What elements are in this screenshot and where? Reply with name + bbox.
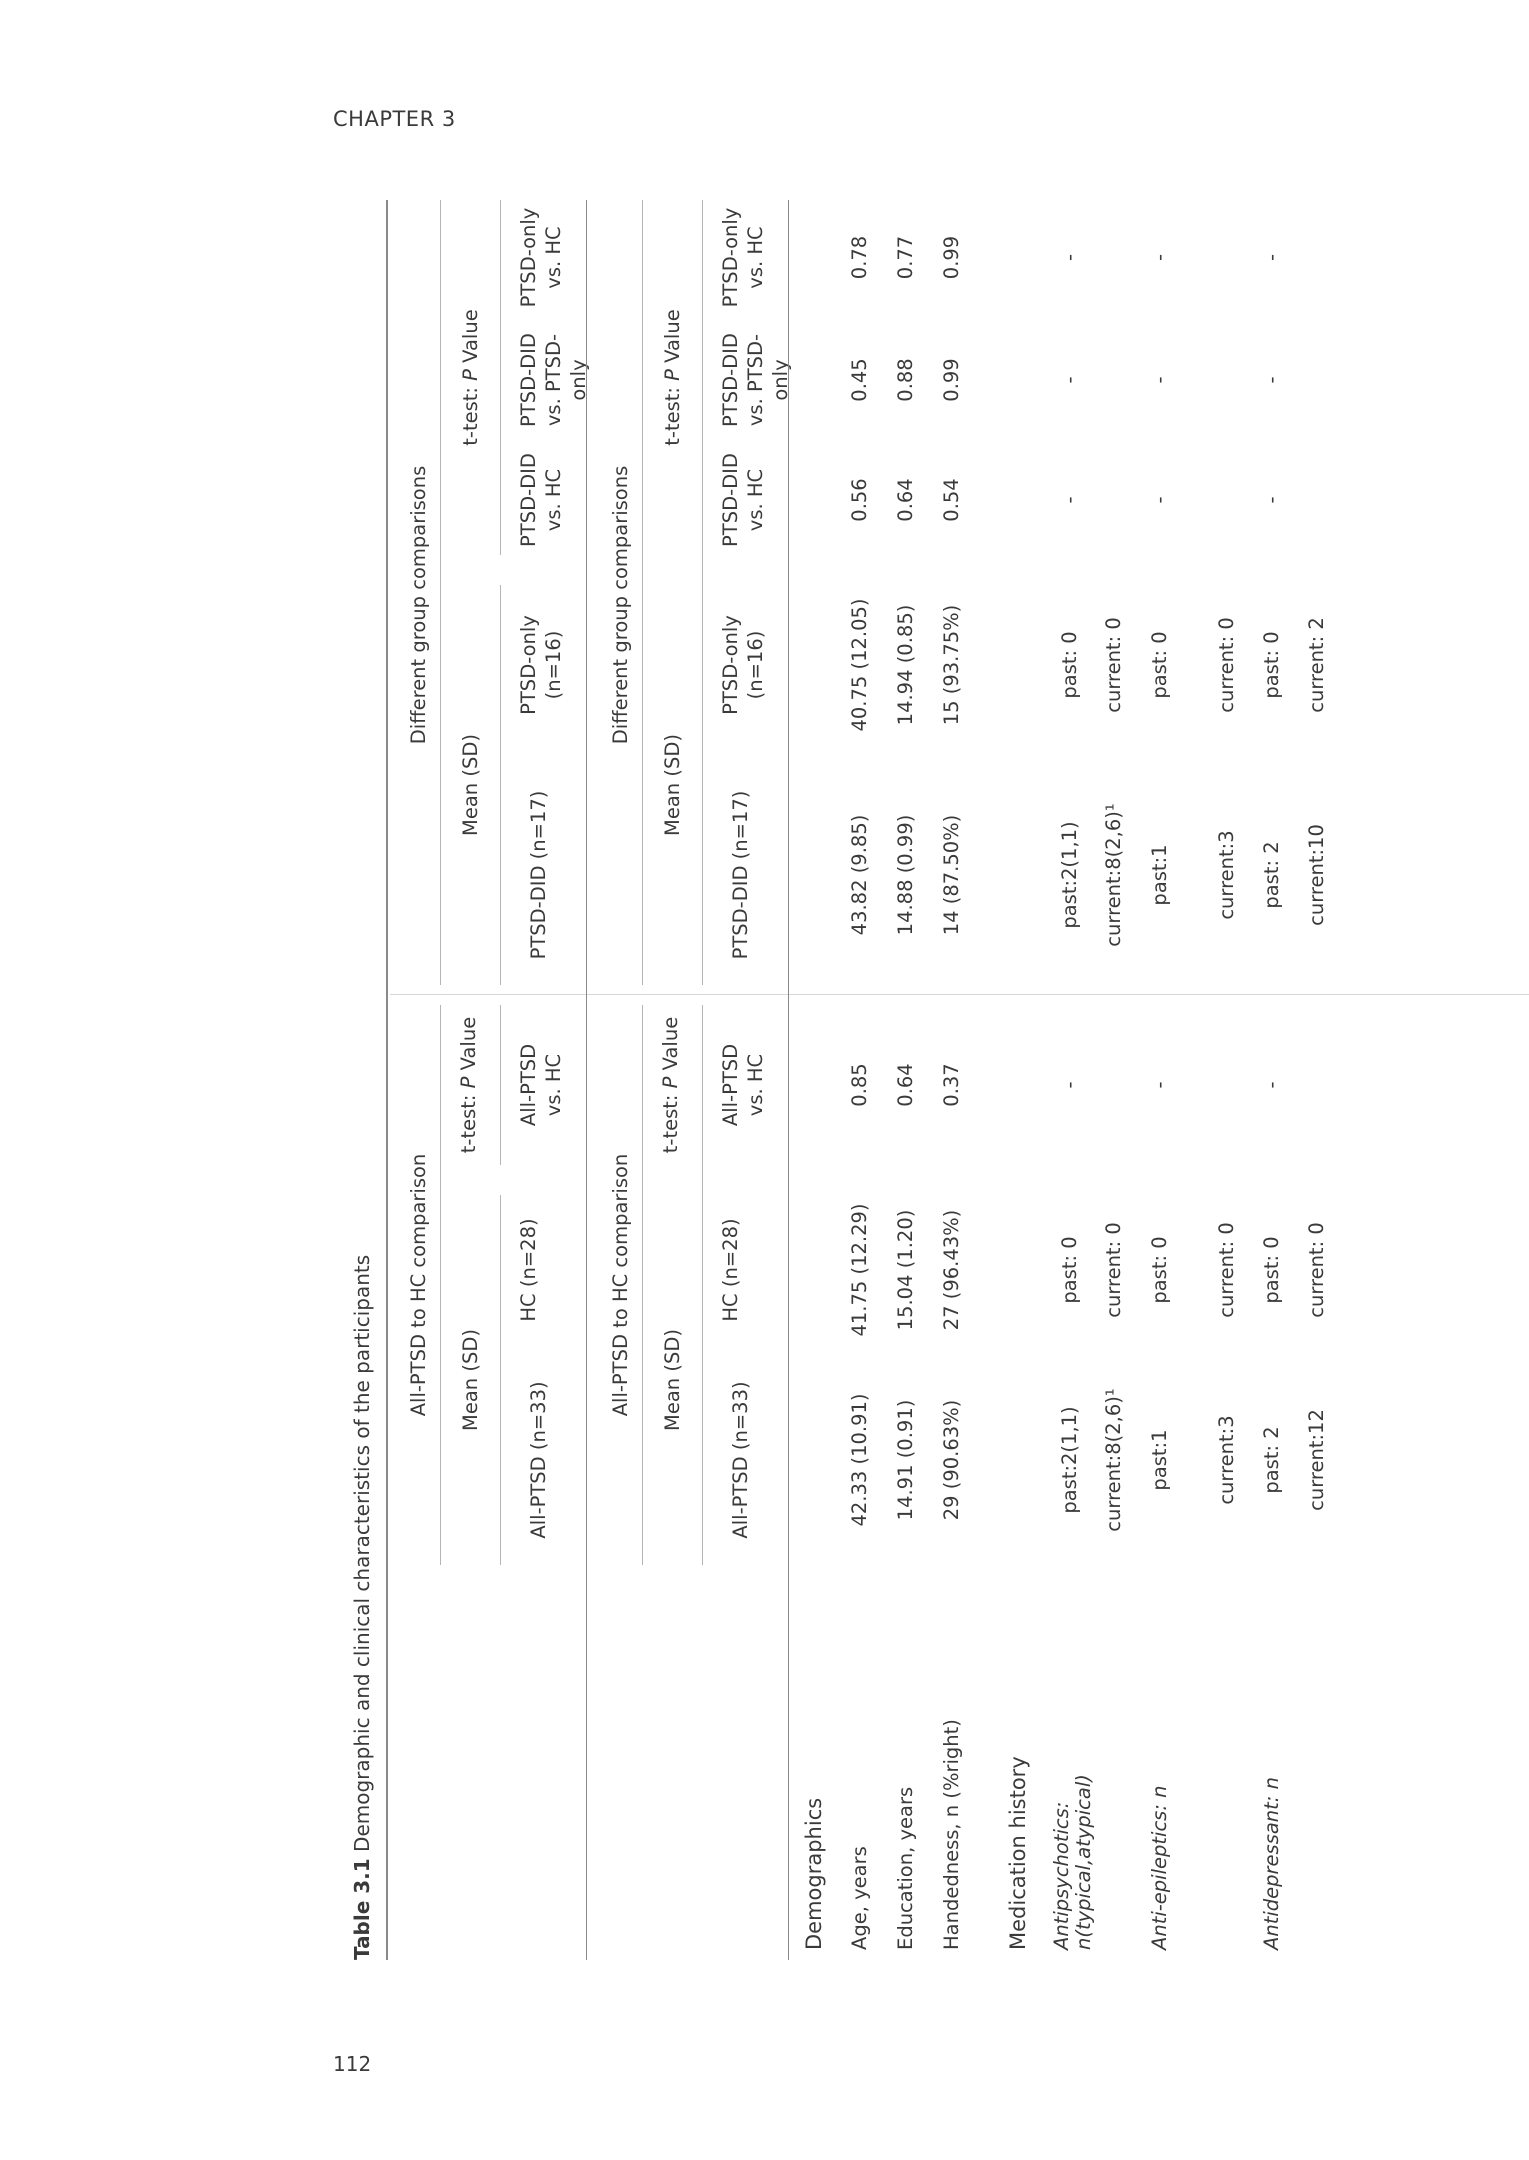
- col-allptsd-a2: All-PTSD (n=33): [729, 1381, 752, 1539]
- col-cmp3-b2: PTSD-only vs. HC: [719, 207, 767, 308]
- header-b-group-title: Different group comparisons: [407, 465, 430, 745]
- row-edu-v1: 15.04 (1.20): [894, 1209, 917, 1331]
- row-age-v3: 43.82 (9.85): [848, 814, 871, 936]
- header-b2-group-title: Different group comparisons: [609, 465, 632, 745]
- header-a-ttest-rule: [500, 1005, 501, 1165]
- row-antidep-c3: current: 2: [1305, 617, 1328, 713]
- col-only-b2: PTSD-only (n=16): [719, 615, 767, 715]
- row-edu-v4: 14.94 (0.85): [894, 604, 917, 726]
- row-antipsy-v7: -: [1058, 253, 1081, 262]
- header-b2-ttest: t-test: P Value: [661, 309, 684, 446]
- header-b-ttest-rule: [500, 200, 501, 555]
- row-antidep-c0: current:12: [1305, 1409, 1328, 1511]
- header-a-mean: Mean (SD): [459, 1329, 482, 1431]
- row-antipsy-v3: past:2(1,1): [1058, 821, 1081, 929]
- row-age-v2: 0.85: [848, 1063, 871, 1107]
- row-hand-v3: 14 (87.50%): [940, 814, 963, 936]
- row-hand-v5: 0.54: [940, 478, 963, 522]
- header-a2-mean: Mean (SD): [661, 1329, 684, 1431]
- row-antiepi-c2: current:3: [1215, 830, 1238, 920]
- row-edu-v5: 0.64: [894, 478, 917, 522]
- section-demographics: Demographics: [802, 1797, 826, 1950]
- row-hand-v6: 0.99: [940, 358, 963, 402]
- header-a-mean-rule: [500, 1195, 501, 1565]
- row-antipsy-c3: current: 0: [1102, 617, 1125, 713]
- col-hc-a2: HC (n=28): [719, 1218, 742, 1322]
- col-cmp-a: All-PTSD vs. HC: [517, 1043, 565, 1127]
- row-antipsy-v1: past: 0: [1058, 1236, 1081, 1304]
- row-antiepi-v7: -: [1148, 253, 1171, 262]
- row-antipsy-v0: past:2(1,1): [1058, 1406, 1081, 1514]
- header-a2-rule: [642, 1005, 643, 1565]
- row-antiepi-v0: past:1: [1148, 1429, 1171, 1491]
- row-antidep-c2: current:10: [1305, 824, 1328, 926]
- header-b-ttest: t-test: P Value: [459, 309, 482, 446]
- header-b-mean-rule: [500, 585, 501, 985]
- row-antiepi-v6: -: [1148, 376, 1171, 384]
- row-age-v1: 41.75 (12.29): [848, 1203, 871, 1337]
- row-edu-label: Education, years: [894, 1786, 917, 1950]
- row-antidep-v0: past: 2: [1260, 1426, 1283, 1494]
- page-number: 112: [333, 2052, 372, 2076]
- section-medication: Medication history: [1006, 1756, 1030, 1950]
- header-b-rule: [440, 200, 441, 985]
- row-age-label: Age, years: [848, 1846, 871, 1950]
- col-did-b2: PTSD-DID (n=17): [729, 790, 752, 960]
- row-age-v5: 0.56: [848, 478, 871, 522]
- chapter-heading: CHAPTER 3: [333, 107, 456, 131]
- header-b2-mean: Mean (SD): [661, 734, 684, 836]
- caption-text: Demographic and clinical characteristics of the participants: [350, 1254, 374, 1859]
- col-cmp2-b: PTSD-DID vs. PTSD-only: [517, 333, 590, 427]
- header-bottom-rule: [586, 200, 587, 1960]
- row-age-v7: 0.78: [848, 235, 871, 280]
- row-edu-v0: 14.91 (0.91): [894, 1399, 917, 1521]
- row-antiepi-v1: past: 0: [1148, 1236, 1171, 1304]
- header-a2-ttest: t-test: P Value: [659, 1016, 682, 1154]
- col-cmp1-b: PTSD-DID vs. HC: [517, 453, 565, 547]
- header-b-mean: Mean (SD): [459, 734, 482, 836]
- body-top-rule: [788, 200, 789, 1960]
- row-antipsy-label2: n(typical,atypical): [1072, 1774, 1095, 1950]
- col-only-b: PTSD-only (n=16): [517, 615, 565, 715]
- row-antipsy-v4: past: 0: [1058, 631, 1081, 699]
- header-a2-group-title: All-PTSD to HC comparison: [609, 1153, 632, 1417]
- col-did-b: PTSD-DID (n=17): [527, 790, 550, 960]
- col-cmp-a2: All-PTSD vs. HC: [719, 1043, 767, 1127]
- row-antidep-v1: past: 0: [1260, 1236, 1283, 1304]
- row-edu-v7: 0.77: [894, 235, 917, 280]
- row-hand-v0: 29 (90.63%): [940, 1399, 963, 1521]
- row-hand-v1: 27 (96.43%): [940, 1209, 963, 1331]
- col-allptsd-a: All-PTSD (n=33): [527, 1381, 550, 1539]
- row-antiepi-v3: past:1: [1148, 844, 1171, 906]
- row-hand-v2: 0.37: [940, 1063, 963, 1107]
- row-antipsy-label1: Antipsychotics:: [1050, 1801, 1073, 1950]
- row-antiepi-label: Anti-epileptics: n: [1148, 1785, 1171, 1950]
- caption-label: Table 3.1: [350, 1858, 374, 1960]
- row-edu-v6: 0.88: [894, 358, 917, 402]
- row-antiepi-v5: -: [1148, 496, 1171, 504]
- header-a-rule: [440, 1005, 441, 1565]
- row-hand-v4: 15 (93.75%): [940, 604, 963, 726]
- header-a-group-title: All-PTSD to HC comparison: [407, 1153, 430, 1417]
- row-antiepi-c0: current:3: [1215, 1415, 1238, 1505]
- row-antipsy-c2: current:8(2,6)¹: [1102, 803, 1125, 947]
- header-a-ttest: t-test: P Value: [457, 1016, 480, 1154]
- section-divider: [390, 994, 1529, 995]
- row-antidep-v3: past: 2: [1260, 841, 1283, 909]
- row-antidep-v5: -: [1260, 496, 1283, 504]
- row-antipsy-v5: -: [1058, 496, 1081, 504]
- row-antidep-label: Antidepressant: n: [1260, 1777, 1283, 1950]
- row-antipsy-v2: -: [1058, 1081, 1081, 1089]
- col-cmp2-b2: PTSD-DID vs. PTSD-only: [719, 333, 792, 427]
- col-cmp3-b: PTSD-only vs. HC: [517, 207, 565, 308]
- row-hand-label: Handedness, n (%right): [940, 1719, 963, 1950]
- header-b2-rule: [642, 200, 643, 985]
- row-antidep-v4: past: 0: [1260, 631, 1283, 699]
- row-antipsy-v6: -: [1058, 376, 1081, 384]
- row-antidep-v7: -: [1260, 253, 1283, 262]
- rotated-table: [350, 207, 1350, 2000]
- row-antidep-c1: current: 0: [1305, 1222, 1328, 1318]
- table-caption: [350, 1255, 374, 1960]
- top-rule: [386, 200, 388, 1960]
- row-antidep-v2: -: [1260, 1081, 1283, 1089]
- row-antiepi-v2: -: [1148, 1081, 1171, 1089]
- row-antidep-v6: -: [1260, 376, 1283, 384]
- row-edu-v3: 14.88 (0.99): [894, 814, 917, 936]
- row-antipsy-c1: current: 0: [1102, 1222, 1125, 1318]
- row-hand-v7: 0.99: [940, 235, 963, 280]
- header-b2-mean-rule: [702, 200, 703, 985]
- header-a2-mean-rule: [702, 1005, 703, 1565]
- col-hc-a: HC (n=28): [517, 1218, 540, 1322]
- row-antiepi-c3: current: 0: [1215, 617, 1238, 713]
- row-age-v0: 42.33 (10.91): [848, 1393, 871, 1527]
- row-age-v6: 0.45: [848, 358, 871, 402]
- col-cmp1-b2: PTSD-DID vs. HC: [719, 453, 767, 547]
- row-edu-v2: 0.64: [894, 1063, 917, 1107]
- row-antiepi-v4: past: 0: [1148, 631, 1171, 699]
- row-antipsy-c0: current:8(2,6)¹: [1102, 1388, 1125, 1532]
- row-age-v4: 40.75 (12.05): [848, 598, 871, 732]
- row-antiepi-c1: current: 0: [1215, 1222, 1238, 1318]
